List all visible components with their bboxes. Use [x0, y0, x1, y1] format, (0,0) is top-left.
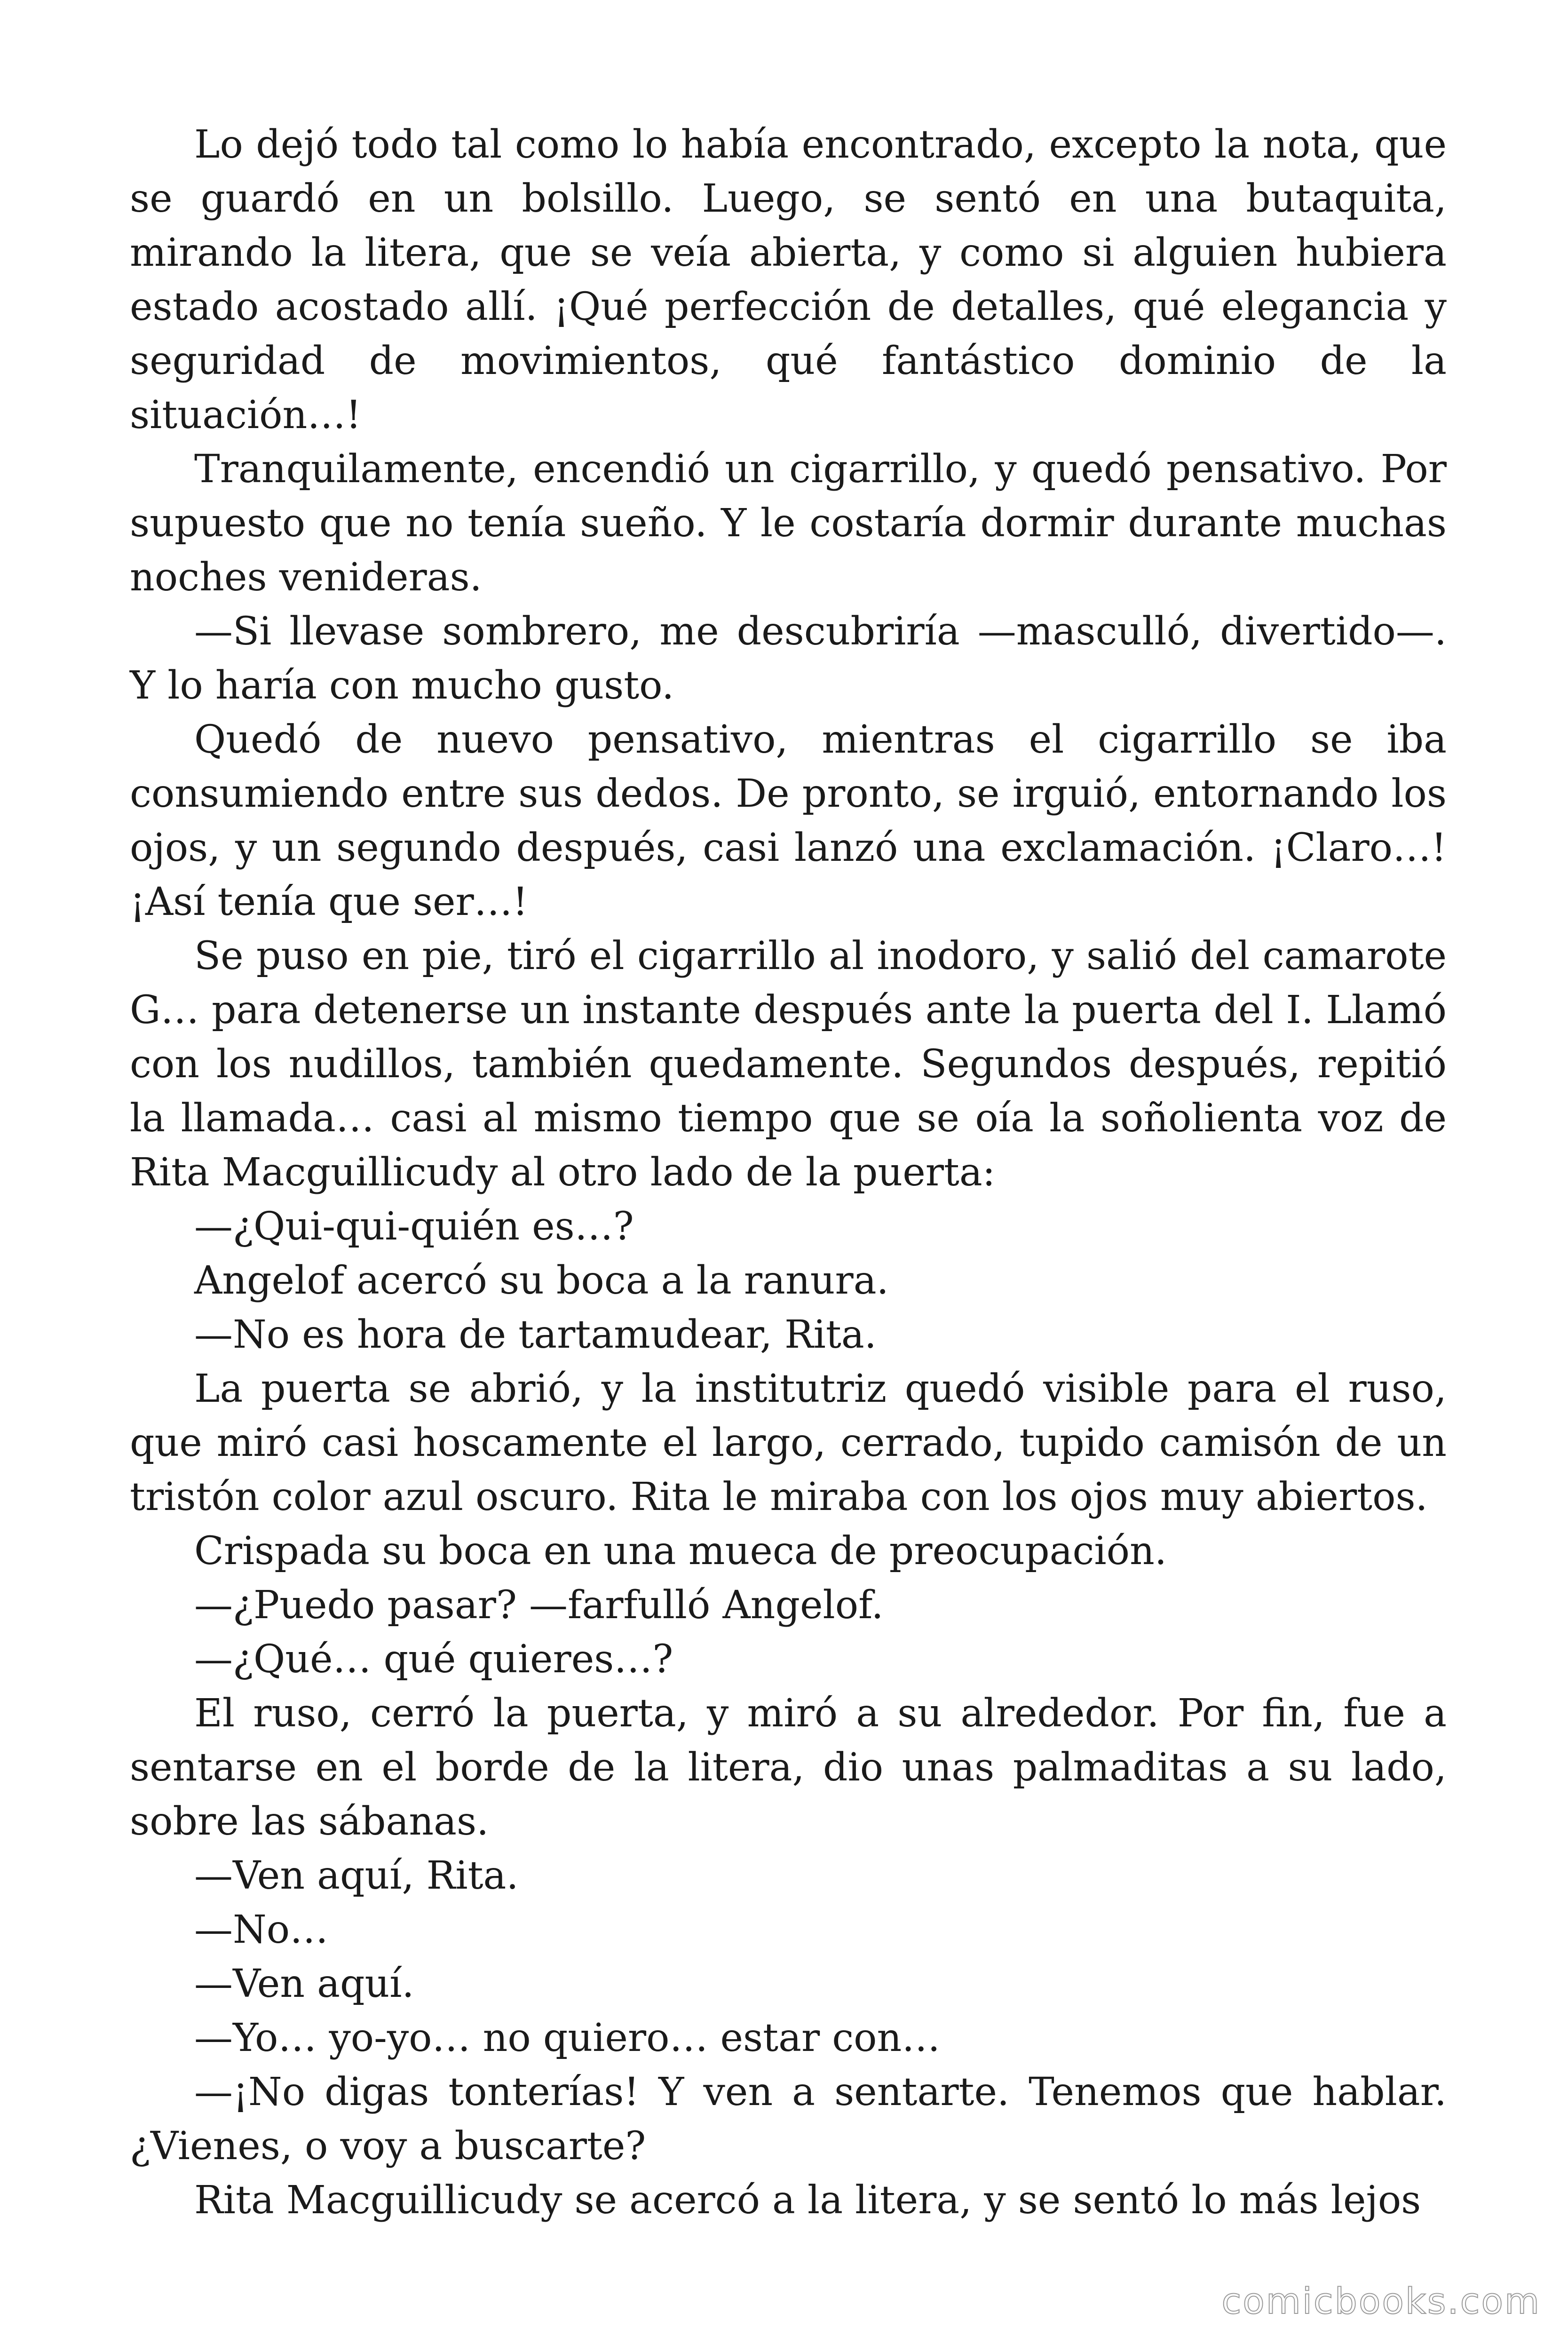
book-page-text	[130, 118, 1447, 2227]
paragraph: Se puso en pie, tiró el cigarrillo al inodoro, y salió del camarote G… para detenerse un instante después ante la puerta del I. Llamó con los nudillos, también quedamente. Segundos después, repitió la llamada… casi al mismo tiempo que se oía la soñolienta voz de Rita Macguillicudy al otro lado de la puerta:	[130, 934, 1447, 1195]
paragraph: La puerta se abrió, y la institutriz quedó visible para el ruso, que miró casi hoscamente el largo, cerrado, tupido camisón de un tristón color azul oscuro. Rita le miraba con los ojos muy abiertos.	[130, 1367, 1447, 1519]
paragraph: Quedó de nuevo pensativo, mientras el cigarrillo se iba consumiendo entre sus dedos. De pronto, se irguió, entornando los ojos, y un segundo después, casi lanzó una exclamación. ¡Claro…! ¡Así tenía que ser…!	[130, 717, 1447, 924]
paragraph: —¿Qui-qui-quién es…?	[194, 1204, 634, 1249]
paragraph: —¡No digas tonterías! Y ven a sentarte. Tenemos que hablar. ¿Vienes, o voy a buscarte?	[130, 2070, 1447, 2169]
paragraph: —Ven aquí, Rita.	[194, 1853, 519, 1898]
paragraph: Lo dejó todo tal como lo había encontrado, excepto la nota, que se guardó en un bolsillo. Luego, se sentó en una butaquita, mirando la litera, que se veía abierta, y como si alguien hubiera estado acostado allí. ¡Qué perfección de detalles, qué elegancia y seguridad de movimientos, qué fantástico dominio de la situación…!	[130, 122, 1447, 437]
paragraph: El ruso, cerró la puerta, y miró a su alrededor. Por fin, fue a sentarse en el borde de la litera, dio unas palmaditas a su lado, sobre las sábanas.	[130, 1691, 1447, 1844]
paragraph: —No…	[194, 1907, 329, 1952]
paragraph: Crispada su boca en una mueca de preocupación.	[194, 1529, 1167, 1573]
paragraph: —Si llevase sombrero, me descubriría —masculló, divertido—. Y lo haría con mucho gusto.	[130, 609, 1447, 708]
paragraph: Angelof acercó su boca a la ranura.	[194, 1258, 889, 1303]
paragraph: —Yo… yo-yo… no quiero… estar con…	[194, 2016, 941, 2060]
paragraph: Rita Macguillicudy se acercó a la litera, y se sentó lo más lejos	[194, 2178, 1421, 2223]
paragraph: —¿Qué… qué quieres…?	[194, 1637, 673, 1682]
paragraph: Tranquilamente, encendió un cigarrillo, y quedó pensativo. Por supuesto que no tenía sueño. Y le costaría dormir durante muchas noches venideras.	[130, 447, 1447, 600]
paragraph: —Ven aquí.	[194, 1962, 414, 2006]
paragraph: —¿Puedo pasar? —farfulló Angelof.	[194, 1583, 884, 1628]
watermark: comicbooks.com	[1221, 2280, 1541, 2322]
paragraph: —No es hora de tartamudear, Rita.	[194, 1312, 877, 1357]
